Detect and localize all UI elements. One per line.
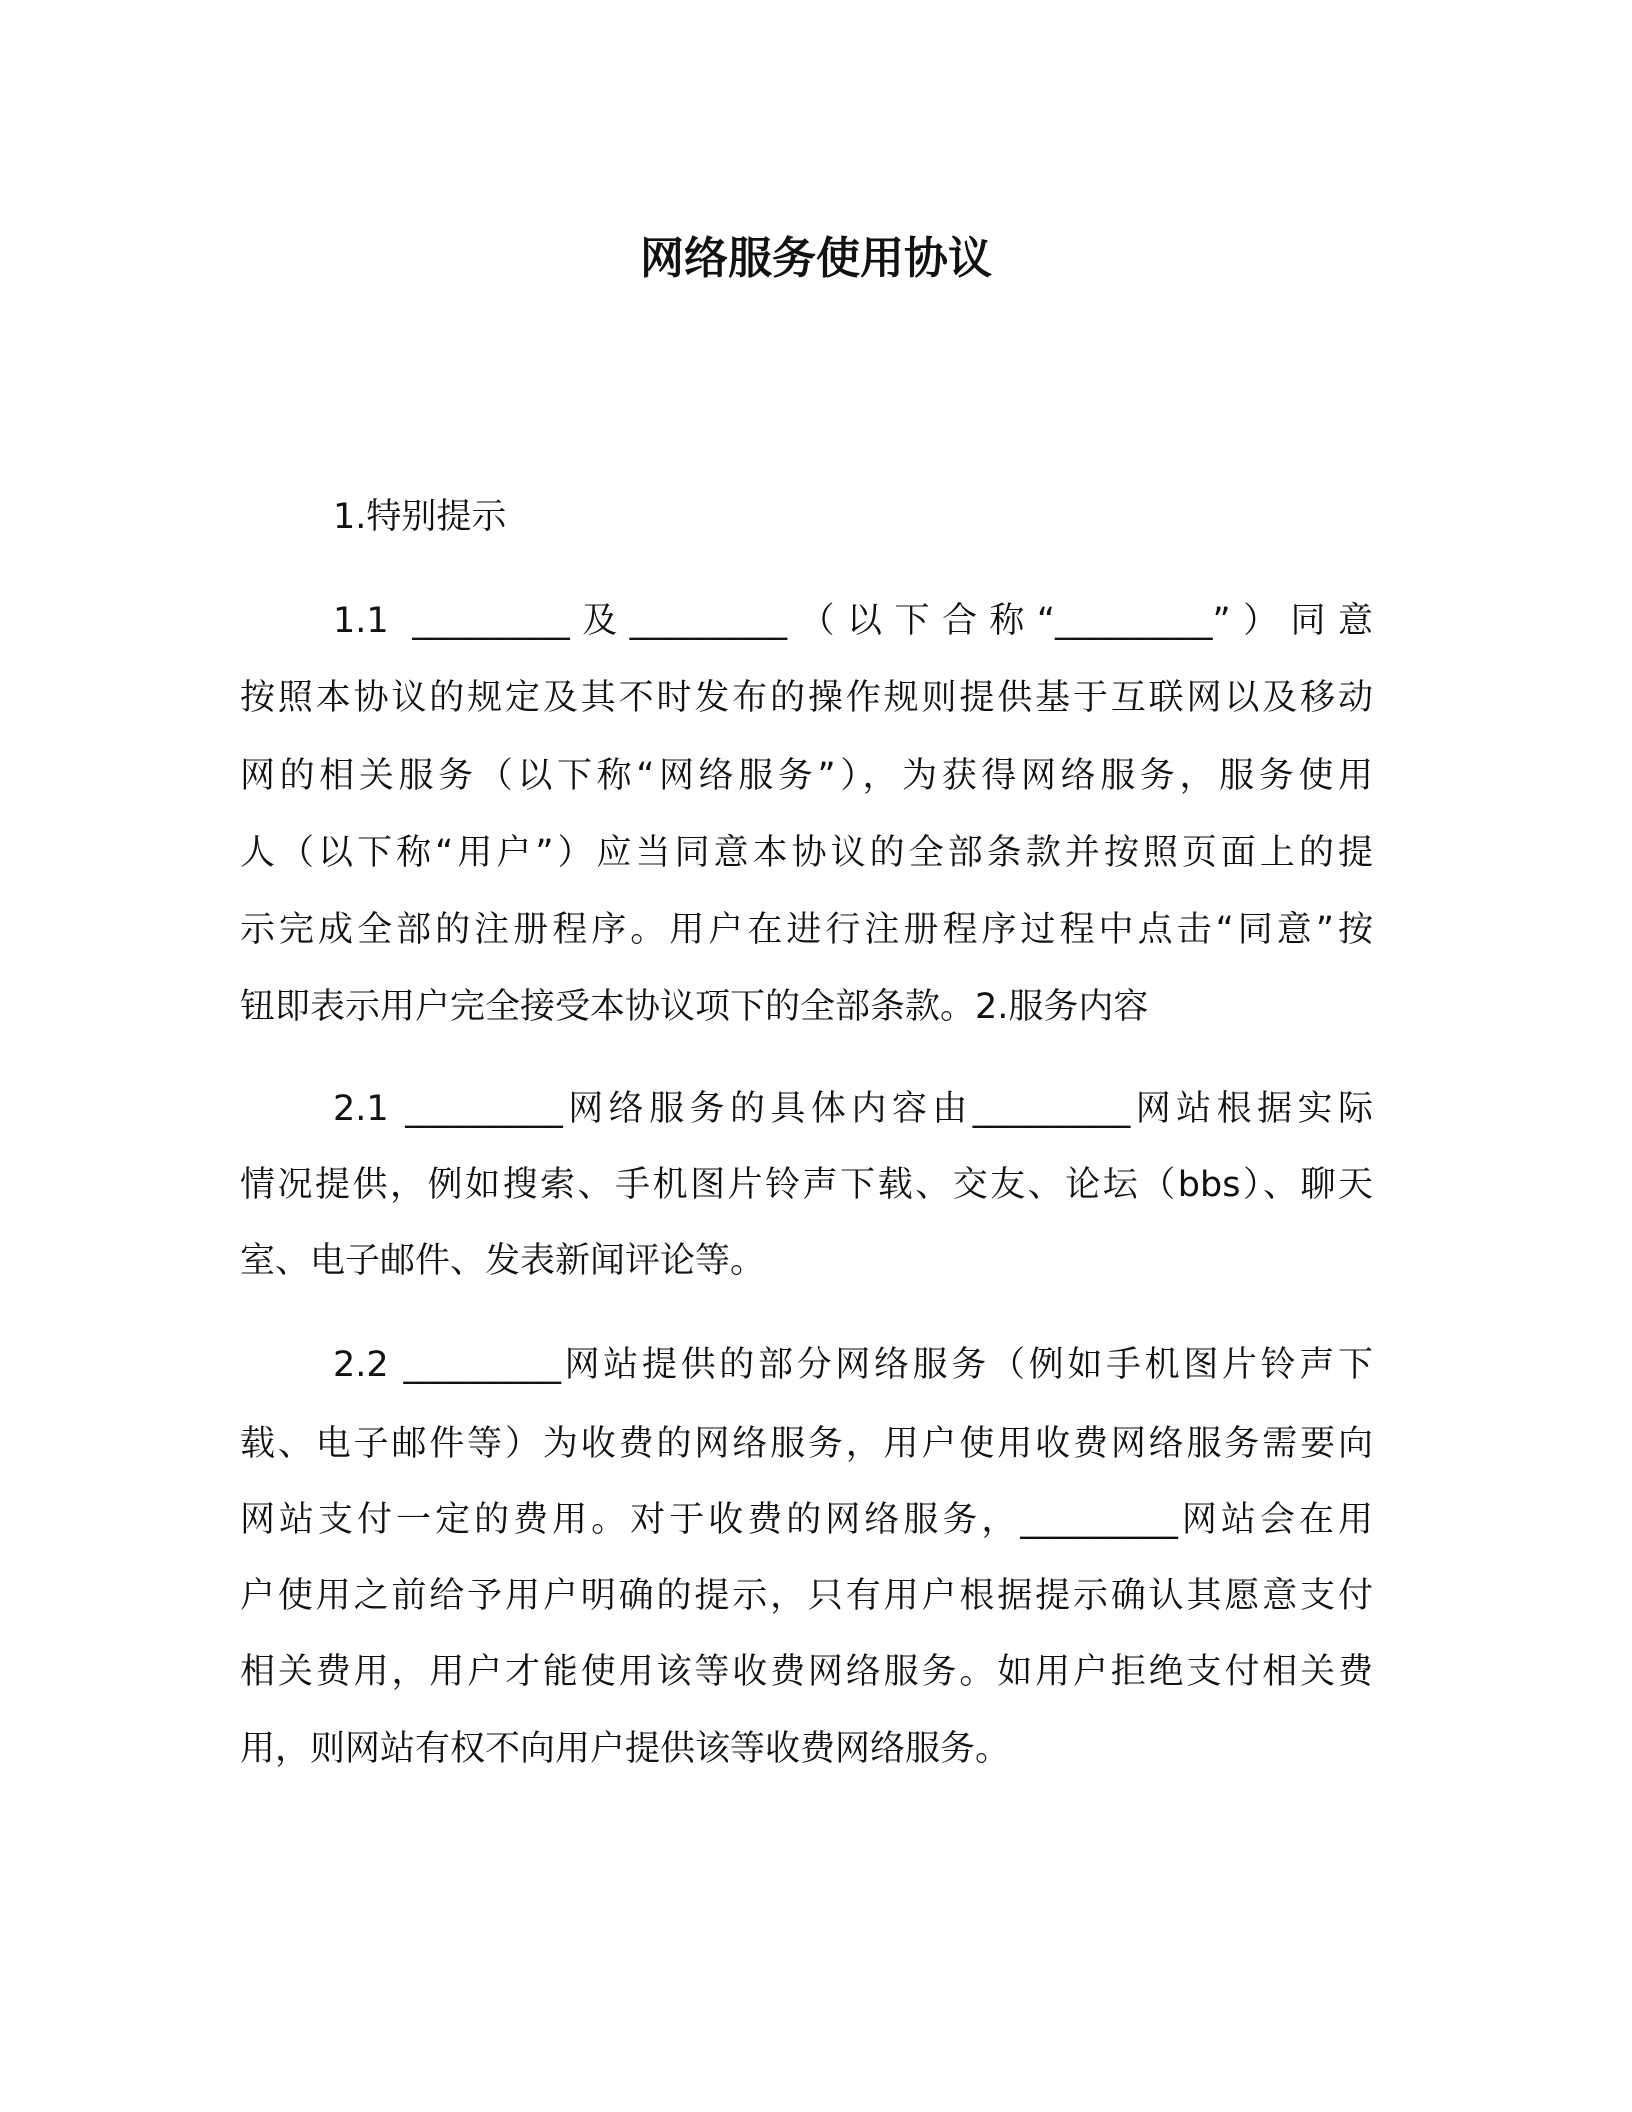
text-line: 人（以下称“用户”）应当同意本协议的全部条款并按照页面上的提 [240, 833, 1373, 873]
document-title: 网络服务使用协议 [640, 233, 992, 284]
text-line: 户使用之前给予用户明确的提示，只有用户根据提示确认其愿意支付 [240, 1576, 1373, 1616]
text-line: 室、电子邮件、发表新闻评论等。 [240, 1241, 766, 1281]
text-line: 情况提供，例如搜索、手机图片铃声下载、交友、论坛（bbs）、聊天 [240, 1165, 1373, 1205]
text-line: 网的相关服务（以下称“网络服务”），为获得网络服务，服务使用 [240, 756, 1373, 796]
text-line: 2.2 _________网站提供的部分网络服务（例如手机图片铃声下 [333, 1345, 1373, 1385]
text-line: 按照本协议的规定及其不时发布的操作规则提供基于互联网以及移动 [240, 678, 1373, 718]
text-line: 2.1 _________网络服务的具体内容由_________网站根据实际 [333, 1089, 1373, 1129]
text-line: 示完成全部的注册程序。用户在进行注册程序过程中点击“同意”按 [240, 910, 1373, 950]
text-line: 相关费用，用户才能使用该等收费网络服务。如用户拒绝支付相关费 [240, 1652, 1373, 1692]
text-line: 1.1 _________及_________（以下合称“_________”）同意 [333, 601, 1373, 641]
text-line: 用，则网站有权不向用户提供该等收费网络服务。 [240, 1729, 1011, 1769]
text-line: 载、电子邮件等）为收费的网络服务，用户使用收费网络服务需要向 [240, 1424, 1373, 1464]
section-heading: 1.特别提示 [333, 497, 507, 537]
text-line: 网站支付一定的费用。对于收费的网络服务，_________网站会在用 [240, 1500, 1373, 1540]
text-line: 钮即表示用户完全接受本协议项下的全部条款。2.服务内容 [240, 987, 1149, 1027]
